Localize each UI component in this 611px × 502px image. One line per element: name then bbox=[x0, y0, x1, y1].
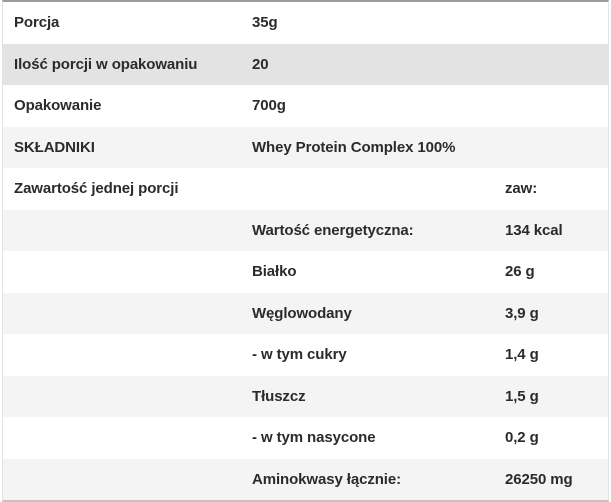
row-label: SKŁADNIKI bbox=[14, 138, 95, 156]
row-value: Whey Protein Complex 100% bbox=[252, 138, 456, 156]
row-value: Aminokwasy łącznie: bbox=[252, 470, 401, 488]
nutrition-facts-table bbox=[2, 0, 609, 502]
row-extra: 3,9 g bbox=[505, 304, 539, 322]
table-row-bialko bbox=[3, 251, 608, 293]
table-row-zawartosc-header bbox=[3, 168, 608, 210]
table-row-weglowodany bbox=[3, 293, 608, 335]
row-extra: 26250 mg bbox=[505, 470, 573, 488]
row-extra: zaw: bbox=[505, 180, 538, 198]
row-value: - w tym nasycone bbox=[252, 429, 376, 447]
table-row-nasycone bbox=[3, 417, 608, 459]
row-extra: 1,4 g bbox=[505, 346, 539, 364]
row-extra: 0,2 g bbox=[505, 429, 539, 447]
table-row-cukry bbox=[3, 334, 608, 376]
row-value: 700g bbox=[252, 97, 286, 115]
row-label: Porcja bbox=[14, 14, 60, 32]
table-row-skladniki bbox=[3, 127, 608, 169]
table-row-opakowanie bbox=[3, 85, 608, 127]
row-value: 35g bbox=[252, 14, 278, 32]
row-label: Zawartość jednej porcji bbox=[14, 180, 179, 198]
row-value: Wartość energetyczna: bbox=[252, 221, 414, 239]
row-label: Opakowanie bbox=[14, 97, 102, 115]
table-row-ilosc-porcji bbox=[3, 44, 608, 86]
row-extra: 134 kcal bbox=[505, 221, 563, 239]
table-row-tluszcz bbox=[3, 376, 608, 418]
table-row-porcja bbox=[3, 2, 608, 44]
row-value: Węglowodany bbox=[252, 304, 352, 322]
row-value: - w tym cukry bbox=[252, 346, 347, 364]
row-label: Ilość porcji w opakowaniu bbox=[14, 55, 198, 73]
table-row-aminokwasy bbox=[3, 459, 608, 501]
row-extra: 1,5 g bbox=[505, 387, 539, 405]
row-value: Tłuszcz bbox=[252, 387, 306, 405]
row-extra: 26 g bbox=[505, 263, 535, 281]
table-row-wartosc-energetyczna bbox=[3, 210, 608, 252]
row-value: 20 bbox=[252, 55, 269, 73]
row-value: Białko bbox=[252, 263, 297, 281]
